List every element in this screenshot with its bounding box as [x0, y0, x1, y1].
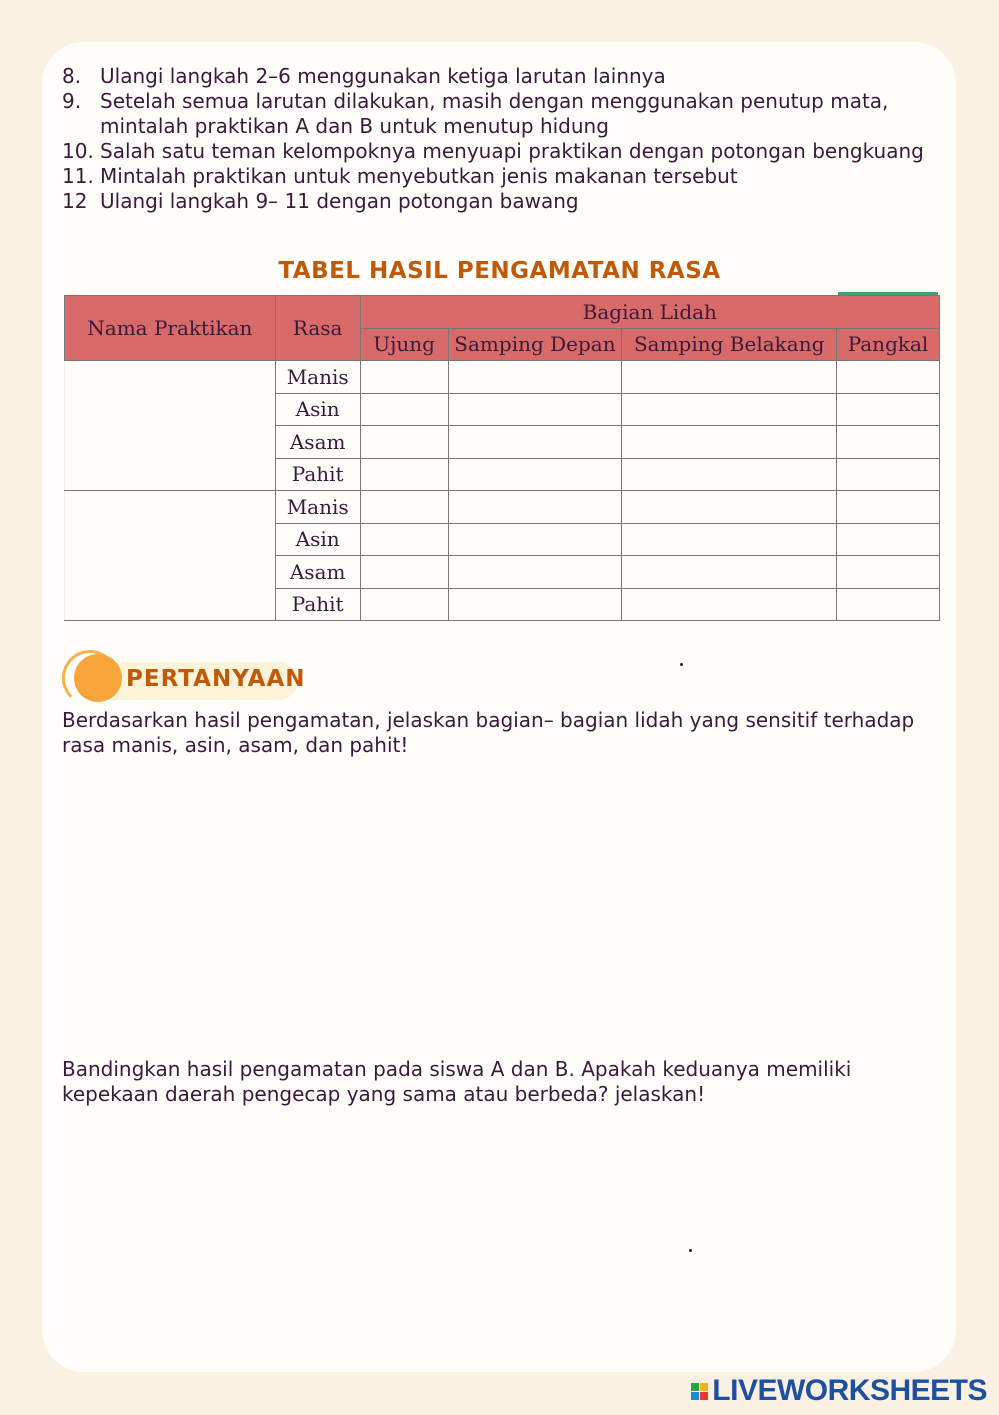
brand-logo[interactable]: [691, 1374, 987, 1408]
step-item: [62, 89, 942, 139]
stray-dot: [680, 663, 683, 666]
answer-cell[interactable]: [837, 588, 940, 621]
praktikan-b-cell[interactable]: [65, 491, 276, 621]
answer-cell[interactable]: [837, 426, 940, 459]
answer-cell[interactable]: [622, 556, 837, 589]
question-1: Berdasarkan hasil pengamatan, jelaskan bagian– bagian lidah yang sensitif terhadap rasa manis, asin, asam, dan pahit!: [62, 708, 915, 757]
header-samping-depan: Samping Depan: [448, 328, 622, 361]
step-text: Ulangi langkah 9– 11 dengan potongan bawang: [100, 189, 579, 213]
header-pangkal: Pangkal: [837, 328, 940, 361]
answer-cell[interactable]: [622, 426, 837, 459]
worksheet-card: [42, 42, 956, 1372]
step-number: 8.: [62, 64, 82, 88]
rasa-cell: Asin: [275, 523, 360, 556]
step-text: Salah satu teman kelompoknya menyuapi praktikan dengan potongan bengkuang: [100, 139, 924, 163]
circle-icon: [74, 654, 122, 702]
step-text: Ulangi langkah 2–6 menggunakan ketiga larutan lainnya: [100, 64, 666, 88]
answer-cell[interactable]: [837, 556, 940, 589]
answer-cell[interactable]: [837, 458, 940, 491]
answer-cell[interactable]: [837, 393, 940, 426]
answer-cell[interactable]: [360, 426, 448, 459]
answer-cell[interactable]: [448, 458, 622, 491]
answer-cell[interactable]: [360, 458, 448, 491]
header-samping-belakang: Samping Belakang: [622, 328, 837, 361]
answer-cell[interactable]: [622, 393, 837, 426]
answer-cell[interactable]: [448, 393, 622, 426]
answer-cell[interactable]: [622, 523, 837, 556]
praktikan-a-cell[interactable]: [65, 361, 276, 491]
step-number: 12: [62, 189, 88, 213]
answer-cell[interactable]: [622, 491, 837, 524]
step-number: 9.: [62, 89, 82, 113]
brand-name: LIVEWORKSHEETS: [712, 1374, 987, 1407]
answer-cell[interactable]: [448, 491, 622, 524]
answer-cell[interactable]: [360, 393, 448, 426]
answer-cell[interactable]: [837, 523, 940, 556]
answer-cell[interactable]: [622, 588, 837, 621]
header-bagian-lidah: Bagian Lidah: [360, 296, 939, 329]
rasa-cell: Manis: [275, 361, 360, 394]
answer-cell[interactable]: [360, 491, 448, 524]
rasa-cell: Pahit: [275, 588, 360, 621]
header-rasa: Rasa: [275, 296, 360, 361]
steps-list: [62, 64, 942, 214]
answer-cell[interactable]: [622, 458, 837, 491]
answer-cell[interactable]: [360, 361, 448, 394]
answer-cell[interactable]: [448, 588, 622, 621]
answer-cell[interactable]: [448, 426, 622, 459]
answer-cell[interactable]: [448, 523, 622, 556]
step-text: Setelah semua larutan dilakukan, masih dengan menggunakan penutup mata, mintalah praktikan A dan B untuk menutup hidung: [100, 89, 889, 138]
rasa-cell: Manis: [275, 491, 360, 524]
table-row: [65, 491, 940, 524]
answer-cell[interactable]: [448, 361, 622, 394]
answer-cell[interactable]: [360, 556, 448, 589]
answer-cell[interactable]: [622, 361, 837, 394]
table-row: [65, 361, 940, 394]
step-number: 10.: [62, 139, 94, 163]
step-number: 11.: [62, 164, 94, 188]
step-text: Mintalah praktikan untuk menyebutkan jenis makanan tersebut: [100, 164, 738, 188]
question-2: Bandingkan hasil pengamatan pada siswa A dan B. Apakah keduanya memiliki kepekaan daerah pengecap yang sama atau berbeda? jelaskan!: [62, 1057, 852, 1106]
rasa-cell: Asin: [275, 393, 360, 426]
step-item: [62, 164, 942, 189]
stray-dot: [689, 1249, 692, 1252]
rasa-cell: Pahit: [275, 458, 360, 491]
observation-table: [64, 295, 940, 621]
answer-cell[interactable]: [360, 523, 448, 556]
liveworksheets-logo-icon: [691, 1383, 708, 1400]
header-name: Nama Praktikan: [65, 296, 276, 361]
answer-cell[interactable]: [837, 361, 940, 394]
table-title: TABEL HASIL PENGAMATAN RASA: [278, 258, 721, 284]
answer-cell[interactable]: [837, 491, 940, 524]
rasa-cell: Asam: [275, 556, 360, 589]
section-title: PERTANYAAN: [126, 666, 306, 692]
section-heading: [60, 648, 306, 706]
header-ujung: Ujung: [360, 328, 448, 361]
answer-cell[interactable]: [448, 556, 622, 589]
answer-cell[interactable]: [360, 588, 448, 621]
rasa-cell: Asam: [275, 426, 360, 459]
step-item: [62, 64, 942, 89]
step-item: [62, 139, 942, 164]
step-item: [62, 189, 942, 214]
